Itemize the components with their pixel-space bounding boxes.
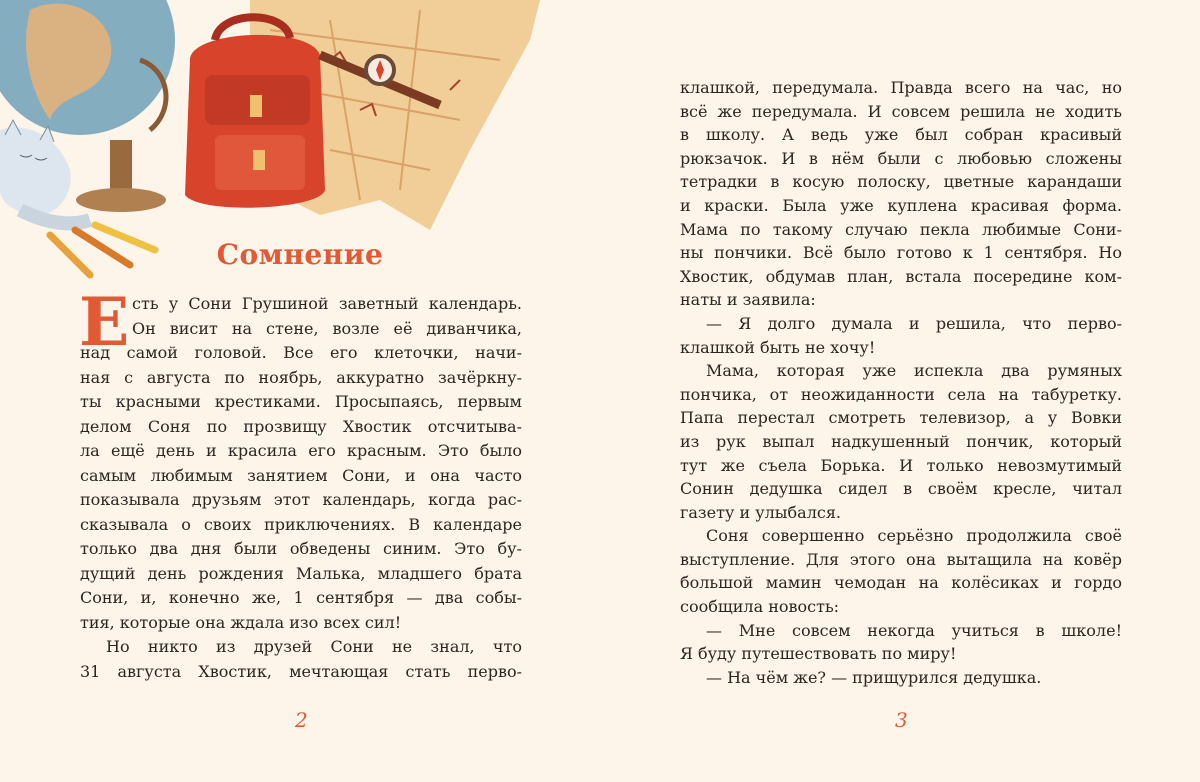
text-line: большой мамин чемодан на колёсиках и гордо [680,573,1122,593]
text-line: и краски. Была уже куплена красивая форма. [680,195,1122,215]
text-line: тия, которые она ждала изо всех сил! [80,612,402,632]
text-line: тут же съела Борька. И только невозмутимый [680,455,1122,475]
text-line: — На чём же? — прищурился дедушка. [706,667,1042,687]
cat-icon [0,120,90,223]
paragraph [680,619,1122,666]
text-line: делом Соня по прозвищу Хвостик отсчитыва- [80,416,522,436]
text-line: сть у Сони Грушиной заветный календарь. [132,294,522,313]
text-line: ная с августа по ноябрь, аккуратно зачёркну- [80,367,522,387]
text-line: наты и заявила: [680,290,816,310]
paragraph [680,524,1122,618]
text-line: Хвостик, обдумав план, встала посередине ком- [680,266,1122,286]
text-line: рюкзачок. И в нём были с любовью сложены [680,148,1122,168]
text-line: из рук выпал надкушенный пончик, который [680,431,1122,451]
paragraph [680,312,1122,359]
text-line: Соня совершенно серьёзно продолжила своё [706,526,1122,546]
text-line: сообщила новость: [680,597,840,617]
text-line: дущий день рождения Малька, младшего брата [80,563,522,583]
paragraph [680,76,1122,312]
text-line: Он висит на стене, возле её диванчика, [132,318,522,338]
right-page-text [680,76,1122,689]
text-line: Я буду путешествовать по миру! [680,644,957,664]
paragraph [680,359,1122,524]
text-line: Мама по такому случаю пекла любимые Сони- [680,219,1122,239]
text-line: ты красными крестиками. Просыпаясь, первым [80,392,522,411]
text-line: ны пончики. Всё было готово к 1 сентября. Но [680,243,1122,263]
text-line: ла ещё день и красила его красным. Это было [80,441,522,460]
page-number-left: 2 [295,708,308,732]
text-line: выступление. Для этого она вытащила на ковёр [680,549,1122,569]
paragraph [80,635,522,684]
drop-cap: Е [79,283,130,361]
text-line: всё же передумала. И совсем решила не ходить [680,101,1122,121]
text-line: газету и улыбался. [680,502,842,522]
text-line: Но никто из друзей Сони не знал, что [106,637,522,656]
text-line: Мама, которая уже испекла два румяных [706,361,1122,381]
text-line: в школу. А ведь уже был собран красивый [680,125,1122,145]
text-line: сказывала о своих приключениях. В календаре [80,514,522,534]
text-line: Сонин дедушка сидел в своём кресле, читал [680,479,1122,499]
text-line: Сони, и, конечно же, 1 сентября — два собы- [80,588,522,607]
text-line: клашкой быть не хочу! [680,337,876,357]
text-line: — Мне совсем некогда учиться в школе! [706,620,1122,640]
paragraph [680,666,1122,690]
text-line: — Я долго думала и решила, что перво- [706,313,1122,333]
text-line: клашкой, передумала. Правда всего на час, но [680,78,1122,97]
text-line: тетрадки в косую полоску, цветные карандаши [680,172,1122,192]
page-number-right: 3 [895,708,908,732]
text-line: самым любимым занятием Сони, и она часто [80,465,522,485]
pencils-icon [50,225,155,275]
backpack-icon [185,17,325,207]
paragraph [79,283,522,635]
text-line: пончика, от неожиданности села на табуретку. [680,384,1122,404]
left-page-text [79,283,522,684]
text-line: показывала друзьям этот календарь, когда рас- [80,490,522,509]
text-line: 31 августа Хвостик, мечтающая стать перво- [80,661,522,681]
chapter-title: Сомнение [216,238,384,271]
text-line: над самой головой. Все его клеточки, начи- [80,343,522,362]
text-line: только два дня были обведены синим. Это бу- [80,539,522,558]
text-line: Папа перестал смотреть телевизор, а у Вовки [680,408,1122,428]
